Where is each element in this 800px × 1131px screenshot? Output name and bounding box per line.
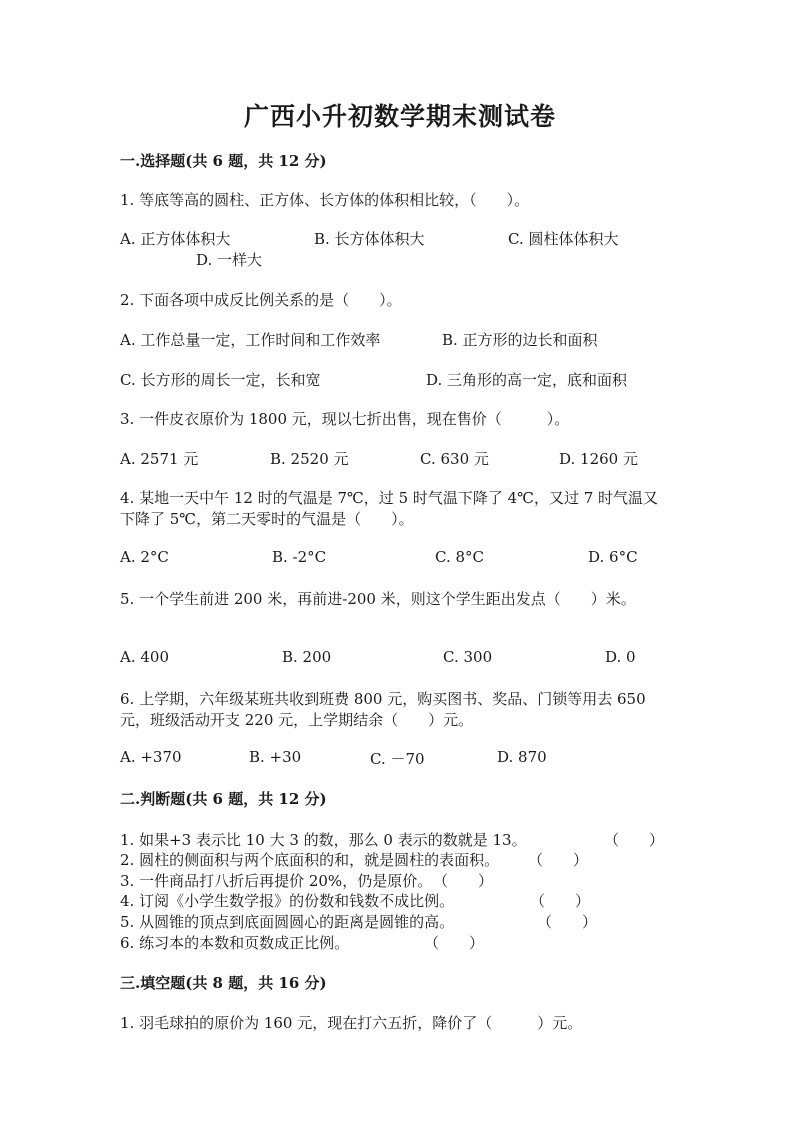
choice-question-2: 2. 下面各项中成反比例关系的是（ ）。 xyxy=(120,291,402,309)
choice-q5-option-b: B. 200 xyxy=(282,648,332,666)
tf-answer-paren-4: （ ） xyxy=(530,892,591,910)
choice-question-5: 5. 一个学生前进 200 米，再前进-200 米，则这个学生距出发点（ ）米。 xyxy=(120,590,636,608)
choice-q2-option-a: A. 工作总量一定，工作时间和工作效率 xyxy=(120,331,381,349)
choice-q2-option-c: C. 长方形的周长一定，长和宽 xyxy=(120,371,321,389)
choice-q1-option-b: B. 长方体体积大 xyxy=(314,230,425,248)
choice-q5-option-a: A. 400 xyxy=(120,648,169,666)
choice-q2-option-d: D. 三角形的高一定，底和面积 xyxy=(426,371,628,389)
fill-blank-question-1: 1. 羽毛球拍的原价为 160 元，现在打六五折，降价了（ ）元。 xyxy=(120,1014,583,1032)
tf-question-4: 4. 订阅《小学生数学报》的份数和钱数不成比例。 xyxy=(120,892,455,910)
choice-question-3: 3. 一件皮衣原价为 1800 元，现以七折出售，现在售价（ ）。 xyxy=(120,410,570,428)
choice-question-6-line-1: 6. 上学期，六年级某班共收到班费 800 元，购买图书、奖品、门锁等用去 650 xyxy=(120,690,646,708)
choice-q6-option-d: D. 870 xyxy=(497,748,547,766)
choice-q3-option-c: C. 630 元 xyxy=(420,450,489,468)
choice-question-6-line-2: 元，班级活动开支 220 元，上学期结余（ ）元。 xyxy=(120,711,474,729)
choice-question-4-line-1: 4. 某地一天中午 12 时的气温是 7℃，过 5 时气温下降了 4℃，又过 7 时气温又 xyxy=(120,489,659,507)
tf-answer-paren-6: （ ） xyxy=(424,934,485,952)
tf-question-2: 2. 圆柱的侧面积与两个底面积的和，就是圆柱的表面积。 xyxy=(120,851,500,869)
choice-q6-option-c: C. －70 xyxy=(370,750,425,768)
tf-answer-paren-5: （ ） xyxy=(537,913,598,931)
choice-q5-option-d: D. 0 xyxy=(605,648,636,666)
page-title: 广西小升初数学期末测试卷 xyxy=(243,102,556,131)
choice-q3-option-b: B. 2520 元 xyxy=(270,450,349,468)
choice-q1-option-d: D. 一样大 xyxy=(196,251,263,269)
choice-q3-option-a: A. 2571 元 xyxy=(120,450,199,468)
section-heading-true-false: 二.判断题(共 6 题，共 12 分) xyxy=(120,790,327,808)
tf-question-1: 1. 如果+3 表示比 10 大 3 的数，那么 0 表示的数就是 13。 xyxy=(120,831,527,849)
choice-q4-option-c: C. 8°C xyxy=(435,548,484,566)
tf-answer-paren-3: （ ） xyxy=(433,872,494,890)
choice-q5-option-c: C. 300 xyxy=(443,648,493,666)
choice-q1-option-a: A. 正方体体积大 xyxy=(120,230,231,248)
tf-question-3: 3. 一件商品打八折后再提价 20%，仍是原价。 xyxy=(120,872,433,890)
choice-q3-option-d: D. 1260 元 xyxy=(559,450,638,468)
tf-answer-paren-1: （ ） xyxy=(604,831,665,849)
section-heading-fill-blank: 三.填空题(共 8 题，共 16 分) xyxy=(120,974,327,992)
choice-q4-option-b: B. -2°C xyxy=(272,548,327,566)
choice-q4-option-a: A. 2°C xyxy=(120,548,169,566)
choice-question-1: 1. 等底等高的圆柱、正方体、长方体的体积相比较，（ ）。 xyxy=(120,191,530,209)
choice-q1-option-c: C. 圆柱体体积大 xyxy=(508,230,619,248)
choice-q4-option-d: D. 6°C xyxy=(588,548,638,566)
choice-q2-option-b: B. 正方形的边长和面积 xyxy=(442,331,598,349)
section-heading-choice: 一.选择题(共 6 题，共 12 分) xyxy=(120,152,327,170)
tf-question-6: 6. 练习本的本数和页数成正比例。 xyxy=(120,934,350,952)
tf-answer-paren-2: （ ） xyxy=(528,851,589,869)
tf-question-5: 5. 从圆锥的顶点到底面圆圆心的距离是圆锥的高。 xyxy=(120,913,455,931)
choice-question-4-line-2: 下降了 5℃，第二天零时的气温是（ ）。 xyxy=(120,510,414,528)
choice-q6-option-b: B. +30 xyxy=(249,748,302,766)
choice-q6-option-a: A. +370 xyxy=(120,748,182,766)
